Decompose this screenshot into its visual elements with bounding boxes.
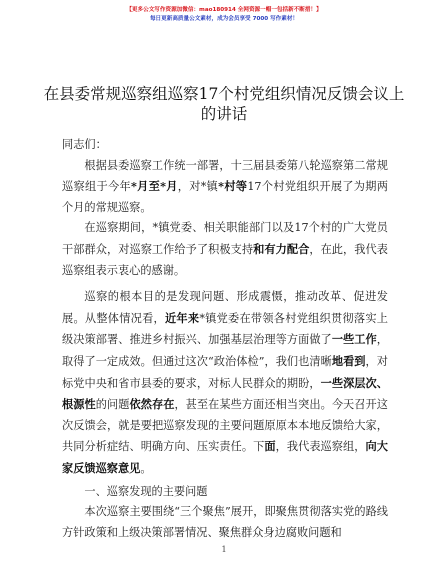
- paragraph-3-text-5: 的问题: [95, 398, 130, 412]
- paragraph-3-bold-1: 近年来: [164, 310, 200, 325]
- paragraph-2: [62, 218, 388, 281]
- section-heading-1: 一、巡察发现的主要问题: [84, 484, 208, 498]
- paragraph-3-bold-4: 一些深层次、根源性: [62, 375, 388, 412]
- paragraph-1-bold-2: *村等: [218, 179, 248, 194]
- paragraph-3-bold-2: 一些工作: [331, 332, 377, 347]
- paragraph-3-text-6: ，甚至在某些方面还相当突出。今天召开这次反馈会，就是要把巡察发现的主要问题原原本本地反馈给大家，共同分析症结、明确方向、压实责任。下: [62, 398, 388, 454]
- page-number: 1: [221, 545, 227, 554]
- paragraph-1-text-1: 根据县委巡察工作统一部署，十三届县委第八轮巡察第二常规巡察组于今年: [62, 158, 388, 194]
- promo-banner-line-2: 每日更新高质量公文素材，成为会员享受 7000 写作素材！: [149, 16, 299, 22]
- paragraph-3-text-1: 巡察的根本目的是发现问题、形成震慑，推动改革、促进发展。从整体情况看，: [62, 290, 388, 325]
- paragraph-3-text-8: 。: [140, 461, 152, 475]
- promo-banner: [0, 6, 448, 24]
- paragraph-3-text-7: ，我代表巡察组，: [275, 440, 366, 454]
- paragraph-2-text-2: ，在此，我代表巡察组表示衷心的感谢。: [62, 242, 388, 277]
- paragraph-2-text-1: 在巡察期间，*镇党委、相关职能部门以及17个村的广大党员干部群众，对巡察工作给予了积极支持: [62, 221, 388, 256]
- document-title: 在县委常规巡察组巡察17个村党组织情况反馈会议上的讲话: [43, 85, 405, 123]
- salutation: 同志们：: [62, 138, 107, 151]
- paragraph-1: [62, 156, 388, 219]
- paragraph-3-bold-3: 地看到: [331, 353, 366, 368]
- paragraph-1-text-2: ，对*镇: [177, 180, 219, 194]
- paragraph-2-bold-1: 和有力配合: [253, 241, 310, 256]
- paragraph-1-bold-1: *月至*月: [130, 179, 178, 194]
- paragraph-3-bold-5: 依然存在: [129, 397, 175, 412]
- document-body: [62, 135, 388, 543]
- paragraph-3-bold-7: 向大家反馈巡察意见: [62, 439, 388, 475]
- promo-banner-line-1: 【更多公文写作资源加微信：mao180914 全网资源一帽一包括新不断措！】: [126, 7, 322, 13]
- paragraph-3-text-2: *镇党委在带领各村党组织贯彻落实上级决策部署、推进乡村振兴、加强基层治理等方面做了: [62, 311, 388, 347]
- paragraph-4: 本次巡察主要围绕“三个聚焦”展开，即聚焦贯彻落实党的路线方针政策和上级决策部署情况、聚焦群众身边腐败问题和: [62, 505, 388, 539]
- paragraph-3-text-3: ，取得了一定成效。但通过这次“政治体检”，我们也清晰: [62, 333, 388, 368]
- paragraph-1-text-3: 17个村党组织开展了为期两个月的常规巡察。: [62, 180, 388, 214]
- paragraph-3-bold-6: 面: [264, 439, 276, 454]
- paragraph-3: [62, 287, 388, 479]
- paragraph-3-text-4: ，对标党中央和省市县委的要求，对标人民群众的期盼，: [62, 354, 388, 390]
